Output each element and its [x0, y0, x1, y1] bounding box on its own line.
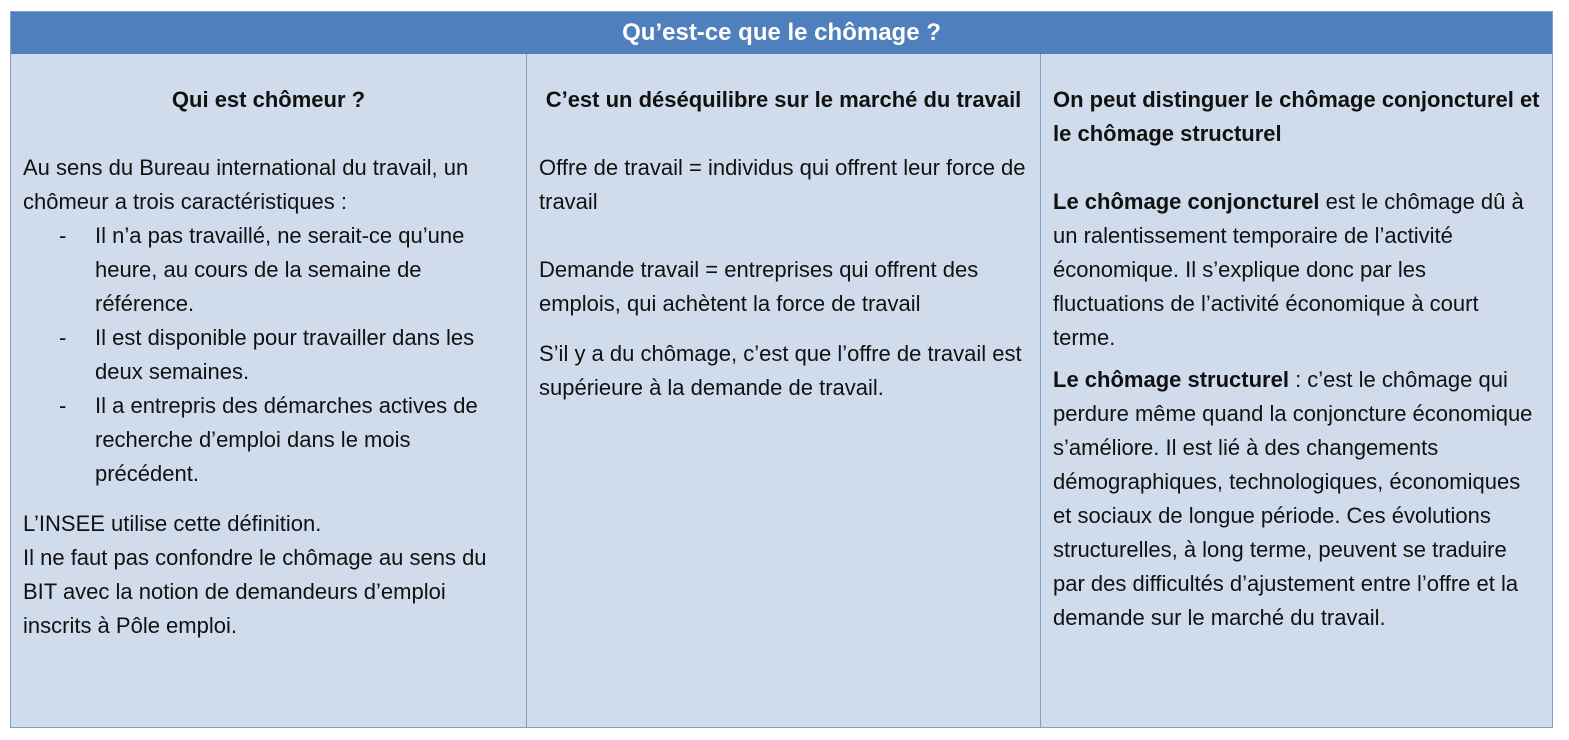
term-conjoncturel: Le chômage conjoncturel: [1053, 189, 1320, 214]
column-heading: C’est un déséquilibre sur le marché du travail: [545, 87, 1022, 112]
list-item: [23, 389, 514, 491]
column-heading: On peut distinguer le chômage conjoncturel et le chômage structurel: [1053, 87, 1540, 146]
bullet-dash: -: [59, 325, 67, 350]
table-title: Qu’est-ce que le chômage ?: [11, 12, 1552, 54]
list-item-text: Il n’a pas travaillé, ne serait-ce qu’une heure, au cours de la semaine de référence.: [95, 223, 465, 316]
term-structurel: Le chômage structurel: [1053, 367, 1289, 392]
chomage-explanation: S’il y a du chômage, c’est que l’offre de travail est supérieure à la demande de travail.: [539, 341, 1022, 400]
conjoncturel-definition: est le chômage dû à un ralentissement temporaire de l’activité économique. Il s’explique donc par les fluctuations de l’activité économique à court terme.: [1053, 189, 1524, 350]
offre-definition: Offre de travail = individus qui offrent leur force de travail: [539, 155, 1026, 214]
column-heading: Qui est chômeur ?: [171, 87, 366, 112]
list-item-text: Il a entrepris des démarches actives de recherche d’emploi dans le mois précédent.: [95, 393, 478, 486]
list-item: [23, 219, 514, 321]
column-desequilibre: [526, 54, 1040, 727]
info-table: [10, 11, 1553, 728]
bullet-dash: -: [59, 223, 67, 248]
bit-definition-intro: Au sens du Bureau international du travail, un chômeur a trois caractéristiques :: [23, 155, 469, 214]
chomage-conjoncturel-paragraph: [1053, 185, 1540, 355]
bullet-dash: -: [59, 393, 67, 418]
demande-definition: Demande travail = entreprises qui offrent des emplois, qui achètent la force de travail: [539, 257, 979, 316]
column-qui-est-chomeur: [11, 54, 526, 727]
insee-note: L’INSEE utilise cette définition.: [23, 511, 322, 536]
criteria-list: [23, 219, 514, 491]
structurel-definition: : c’est le chômage qui perdure même quand la conjoncture économique s’améliore. Il est lié à des changements démographiques, technologiques, économiques et sociaux de longue période. Ces évolutions structurelles, à long terme, peuvent se traduire par des difficultés d’ajustement entre l’offre et la demande sur le marché du travail.: [1053, 367, 1533, 630]
chomage-structurel-paragraph: [1053, 363, 1540, 635]
list-item: [23, 321, 514, 389]
list-item-text: Il est disponible pour travailler dans les deux semaines.: [95, 325, 475, 384]
column-types-chomage: [1040, 54, 1552, 727]
bit-vs-pole-emploi-note: Il ne faut pas confondre le chômage au sens du BIT avec la notion de demandeurs d’emploi inscrits à Pôle emploi.: [23, 545, 487, 638]
